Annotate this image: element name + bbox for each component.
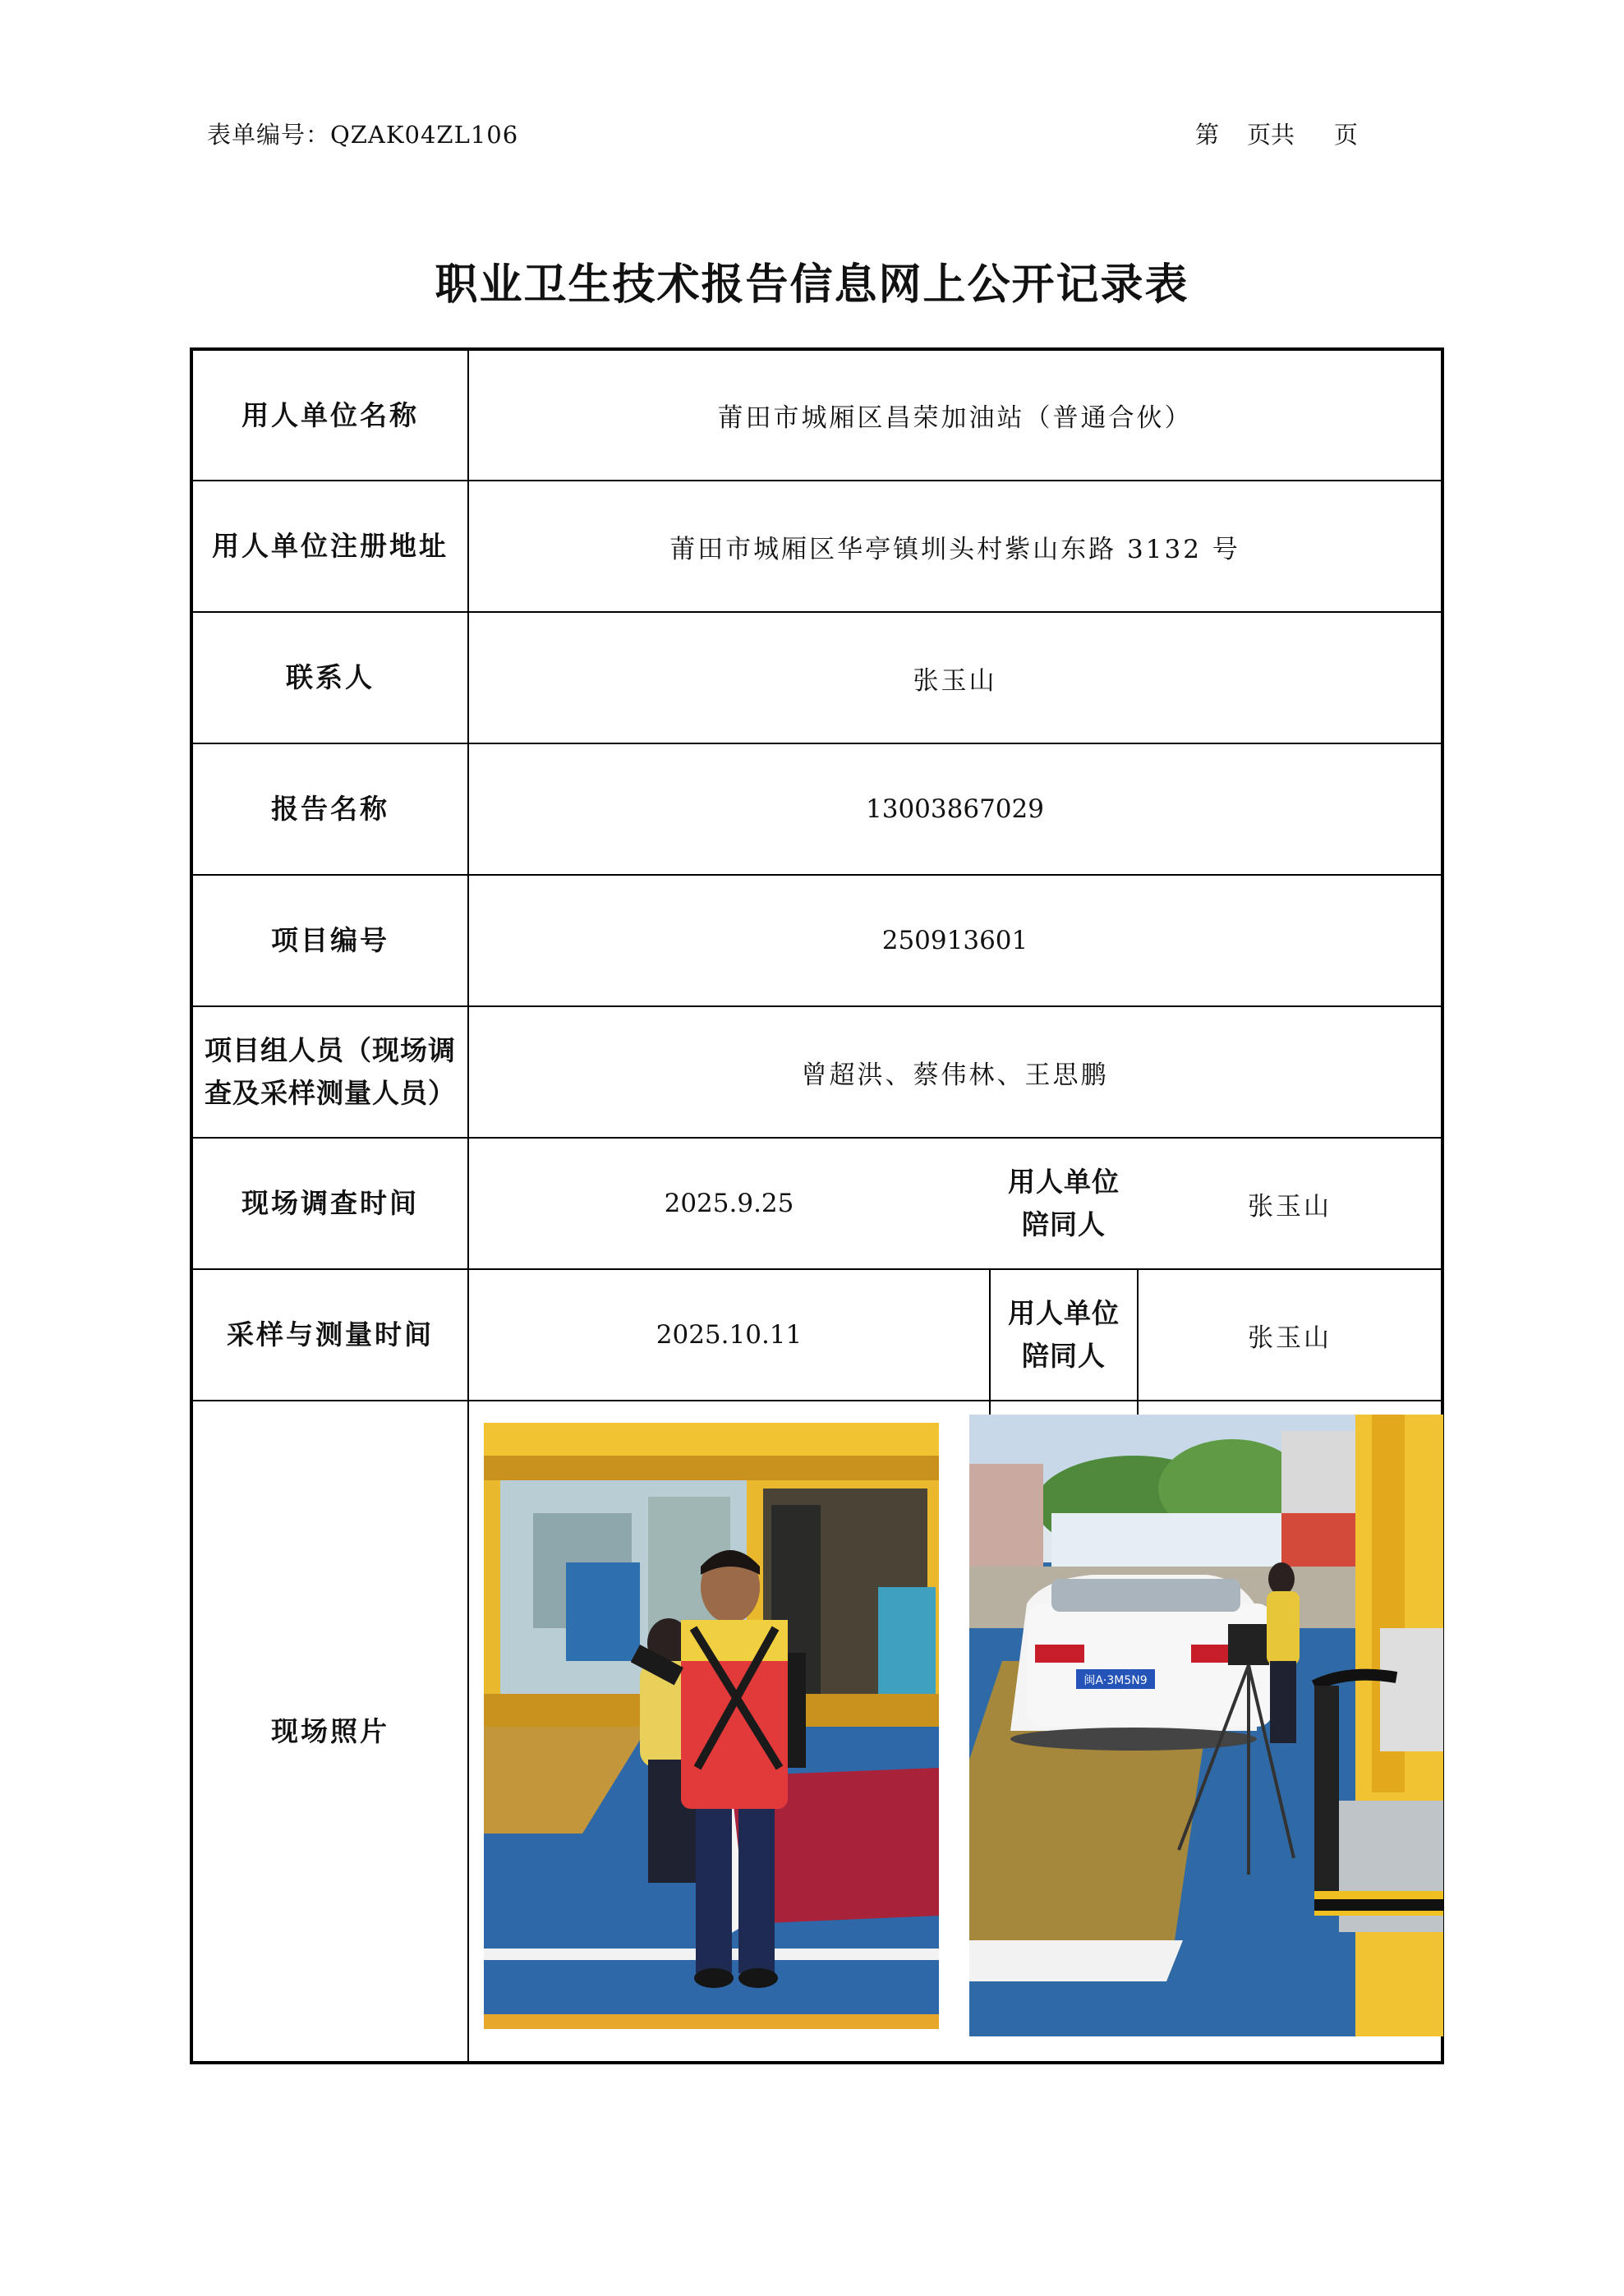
page-word-ye: 页: [1334, 121, 1359, 149]
survey-time-value: 2025.9.25: [664, 1189, 794, 1218]
survey-escort-label: [991, 1139, 1137, 1268]
report-name-label: 报告名称: [271, 793, 389, 825]
unit-name-value: 莆田市城厢区昌荣加油站（普通合伙）: [717, 403, 1193, 433]
survey-time-label: 现场调查时间: [242, 1187, 419, 1219]
unit-name-label: 用人单位名称: [242, 398, 419, 431]
report-name-value: 13003867029: [866, 794, 1044, 824]
page-word-di: 第: [1195, 121, 1220, 149]
record-table: [190, 347, 1444, 2064]
project-no-value: 250913601: [881, 926, 1028, 955]
sampling-escort-value: 张玉山: [1248, 1323, 1332, 1353]
team-label-line2: 查及采样测量人员）: [205, 1077, 456, 1109]
project-no-label: 项目编号: [271, 924, 389, 956]
sampling-time-label: 采样与测量时间: [227, 1318, 434, 1350]
form-number: 表单编号：QZAK04ZL106: [207, 121, 519, 149]
survey-escort-line2: 陪同人: [1022, 1208, 1106, 1240]
page-word-ye-gong: 页共: [1247, 121, 1295, 149]
address-value: 莆田市城厢区华亭镇圳头村紫山东路 3132 号: [669, 534, 1240, 564]
address-label: 用人单位注册地址: [212, 530, 449, 562]
page-title: 职业卫生技术报告信息网上公开记录表: [435, 260, 1189, 310]
sampling-escort-line2: 陪同人: [1022, 1340, 1106, 1372]
contact-label: 联系人: [286, 661, 375, 693]
survey-escort-value: 张玉山: [1248, 1191, 1332, 1222]
contact-value: 张玉山: [913, 665, 997, 696]
team-label-line1: 项目组人员（现场调: [205, 1034, 456, 1066]
license-plate-text: 闽A·3M5N9: [1083, 1674, 1148, 1687]
site-photo-sampling: [969, 1415, 1443, 2036]
sampling-escort-line1: 用人单位: [1008, 1297, 1120, 1329]
page-indicator: [1195, 117, 1386, 150]
team-label: [193, 1007, 467, 1137]
sampling-time-value: 2025.10.11: [656, 1320, 803, 1350]
sampling-escort-label: [991, 1270, 1137, 1400]
site-photos-label: 现场照片: [271, 1714, 389, 1747]
team-value: 曾超洪、蔡伟林、王思鹏: [801, 1060, 1109, 1090]
survey-escort-line1: 用人单位: [1008, 1166, 1120, 1198]
site-photo-worker: [484, 1423, 939, 2029]
